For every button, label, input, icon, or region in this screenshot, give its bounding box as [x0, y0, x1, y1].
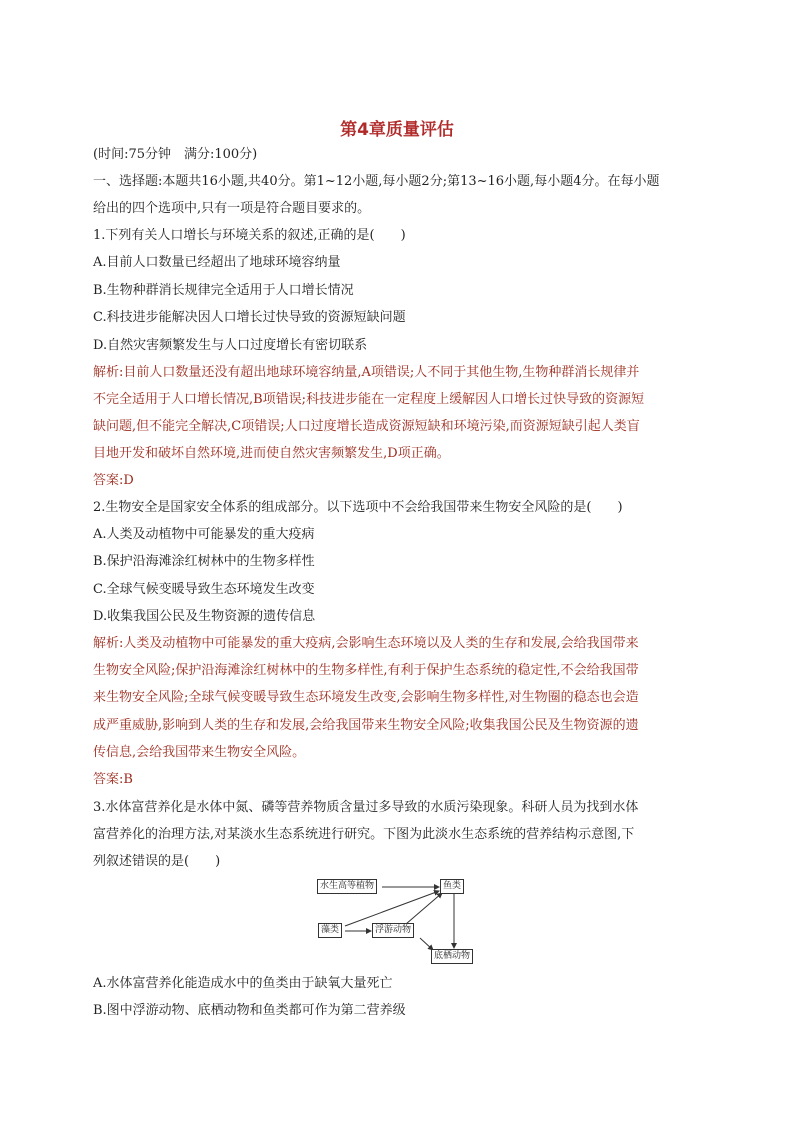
q2-answer: 答案:B [93, 772, 133, 787]
q1-option-d: D.自然灾害频繁发生与人口过度增长有密切联系 [93, 338, 368, 353]
node-zooplankton: 浮游动物 [372, 923, 414, 938]
q2-option-a: A.人类及动植物中可能暴发的重大疫病 [93, 527, 315, 542]
arrow-algae-to-fish [345, 891, 439, 926]
section-intro-line-2: 给出的四个选项中,只有一项是符合题目要求的。 [93, 201, 371, 216]
q2-analysis-line-5: 传信息,会给我国带来生物安全风险。 [93, 745, 306, 760]
q2-analysis-line-3: 来生物安全风险;全球气候变暖导致生态环境发生改变,会影响生物多样性,对生物圈的稳态也会造 [93, 690, 639, 705]
q3-option-a: A.水体富营养化能造成水中的鱼类由于缺氧大量死亡 [93, 976, 393, 991]
q1-answer: 答案:D [93, 473, 134, 488]
q3-stem-line-2: 富营养化的治理方法,对某淡水生态系统进行研究。下图为此淡水生态系统的营养结构示意图,下 [93, 827, 635, 842]
q1-option-c: C.科技进步能解决因人口增长过快导致的资源短缺问题 [93, 310, 406, 325]
exam-meta: (时间:75分钟 满分:100分) [93, 147, 258, 162]
q3-option-b: B.图中浮游动物、底栖动物和鱼类都可作为第二营养级 [93, 1003, 406, 1018]
q1-analysis-line-3: 缺问题,但不能完全解决,C项错误;人口过度增长造成资源短缺和环境污染,而资源短缺引起人类盲 [93, 419, 640, 434]
section-intro-line-1: 一、选择题:本题共16小题,共40分。第1~12小题,每小题2分;第13~16小题,每小题4分。在每小题 [93, 174, 660, 189]
q2-analysis-line-4: 成严重威胁,影响到人类的生存和发展,会给我国带来生物安全风险;收集我国公民及生物资源的遗 [93, 718, 639, 733]
q1-option-a: A.目前人口数量已经超出了地球环境容纳量 [93, 255, 341, 270]
q1-stem: 1.下列有关人口增长与环境关系的叙述,正确的是( ) [93, 228, 406, 243]
q2-analysis-line-1: 解析:人类及动植物中可能暴发的重大疫病,会影响生态环境以及人类的生存和发展,会给我国带来 [93, 636, 639, 651]
arrow-zooplankton-to-fish [406, 893, 442, 924]
node-fish: 鱼类 [440, 879, 464, 894]
q2-stem: 2.生物安全是国家安全体系的组成部分。以下选项中不会给我国带来生物安全风险的是( ) [93, 500, 623, 515]
node-aquatic-plants: 水生高等植物 [317, 879, 377, 894]
q1-analysis-line-2: 不完全适用于人口增长情况,B项错误;科技进步能在一定程度上缓解因人口增长过快导致的资源短 [93, 392, 645, 407]
node-algae: 藻类 [318, 923, 342, 938]
q2-analysis-line-2: 生物安全风险;保护沿海滩涂红树林中的生物多样性,有利于保护生态系统的稳定性,不会给我国带 [93, 663, 639, 678]
q2-option-c: C.全球气候变暖导致生态环境发生改变 [93, 582, 315, 597]
q2-option-d: D.收集我国公民及生物资源的遗传信息 [93, 609, 316, 624]
food-web-diagram [316, 874, 481, 968]
q1-analysis-line-4: 目地开发和破坏自然环境,进而使自然灾害频繁发生,D项正确。 [93, 446, 450, 461]
q1-option-b: B.生物种群消长规律完全适用于人口增长情况 [93, 283, 354, 298]
q3-stem-line-3: 列叙述错误的是( ) [93, 854, 221, 869]
page-title: 第4章质量评估 [340, 120, 454, 140]
q1-analysis-line-1: 解析:目前人口数量还没有超出地球环境容纳量,A项错误;人不同于其他生物,生物种群消长规律并 [93, 365, 640, 380]
q2-option-b: B.保护沿海滩涂红树林中的生物多样性 [93, 554, 315, 569]
q3-stem-line-1: 3.水体富营养化是水体中氮、磷等营养物质含量过多导致的水质污染现象。科研人员为找到水体 [93, 800, 639, 815]
node-benthos: 底栖动物 [431, 949, 473, 964]
